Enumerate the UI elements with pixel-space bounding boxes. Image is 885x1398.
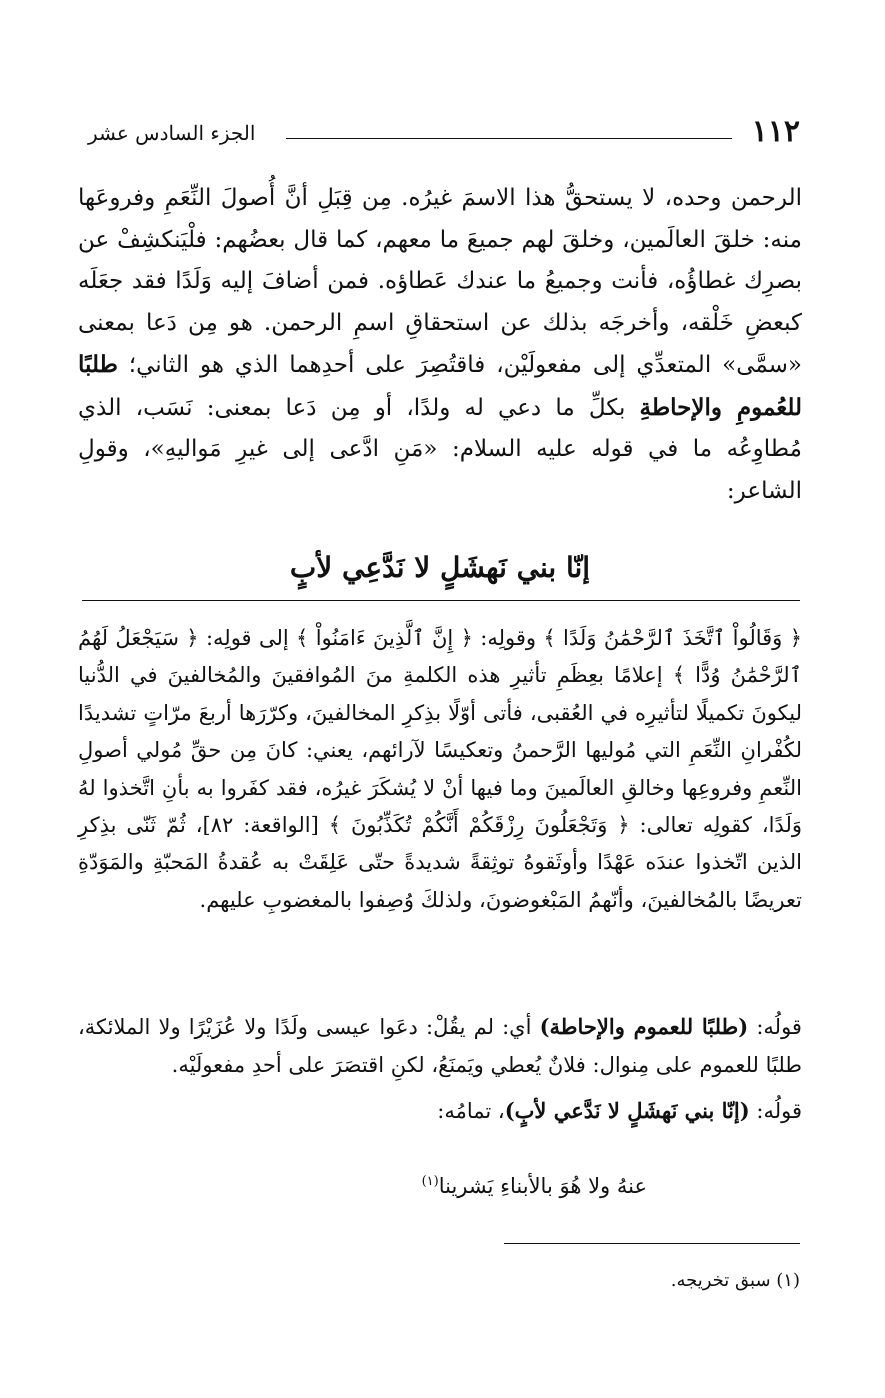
main-text-part-1: الرحمن وحده، لا يستحقُّ هذا الاسمَ غيرُه. مِن قِبَلِ أنَّ أُصولَ النِّعَمِ وفروعَها منه: خلقَ العالَمين، وخلقَ لهم جميعَ ما معهم، كما قال بعضُهم: فلْيَنكشِفْ عن بصرِك غطاؤُه، فأنت وجميعُ ما عندك عَطاؤه. فمن أضافَ إليه وَلَدًا فقد جعَلَه كبعضِ خَلْقه، وأخرجَه بذلك عن استحقاقِ اسمِ الرحمن. هو مِن دَعا بمعنى «سمَّى» المتعدِّي إلى مفعولَيْن، فاقتُصِرَ على أحدِهما الذي هو الثاني؛ <box>78 185 803 378</box>
gloss-intro: قولُه: <box>756 1015 802 1039</box>
footnote: (١) سبق تخريجه. <box>670 1270 800 1291</box>
gloss-notes <box>78 1008 802 1130</box>
gloss-lemma: (إنّا بني نَهشَلٍ لا نَدَّعي لأبٍ) <box>504 1098 750 1123</box>
section-separator <box>82 600 800 601</box>
verse-completion <box>78 1168 802 1204</box>
hemistich-text: عنهُ ولا هُوَ بالأبناءِ يَشرينا <box>438 1174 647 1198</box>
main-text-part-2: بكلِّ ما دعي له ولدًا، أو مِن دَعا بمعنى: نَسَب، الذي مُطاوِعُه ما في قوله عليه السلام: «مَنِ ادَّعى إلى غيرِ مَواليهِ»، وقولِ الشاعر: <box>78 394 802 504</box>
gloss-body: ، تمامُه: <box>437 1099 505 1123</box>
commentary-paragraph: ﴿ وَقَالُواْ ٱتَّخَذَ ٱلرَّحْمَٰنُ وَلَدًا ﴾ وقولِه: ﴿ إِنَّ ٱلَّذِينَ ءَامَنُواْ ﴾ إلى قولِه: ﴿ سَيَجْعَلُ لَهُمُ ٱلرَّحْمَٰنُ وُدًّا ﴾ إعلامًا بعِظَمِ تأثيرِ هذه الكلمةِ منَ المُوافقينَ والمُخالفينَ في الدُّنيا ليكونَ تكميلًا لتأثيرِه في العُقبى، فأتى أوّلًا بذِكرِ المخالفينَ، وكرّرَها أربعَ مرّاتٍ تشديدًا لكُفْرانِ النِّعَمِ التي مُوليها الرَّحمنُ وتعكيسًا لآرائهم، يعني: كانَ مِن حقِّ مُولي أصولِ النِّعمِ وفروعِها وخالقِ العالَمينَ وما فيها أنْ لا يُشكَرَ غيرُه، فقد كفَروا به بأنِ اتَّخذوا لهُ وَلَدًا، كقولِه تعالى: ﴿ وَتَجْعَلُونَ رِزْقَكُمْ أَنَّكُمْ تُكَذِّبُونَ ﴾ [الواقعة: ٨٢]، ثُمّ ثَنّى بذِكرِ الذين اتّخذوا عندَه عَهْدًا وأوثَقوهُ توثِقةً شديدةً حتّى عَلِقَتْ به عُقدةُ المَحبّةِ والمَوَدّةِ تعريضًا بالمُخالفينَ، وأنّهمُ المَبْغوضونَ، ولذلكَ وُصِفوا بالمغضوبِ عليهم. <box>78 626 802 912</box>
poetry-verse: إنّا بني نَهشَلٍ لا نَدَّعِي لأبٍ <box>289 551 591 584</box>
footnote-rule <box>504 1243 800 1244</box>
gloss-lemma: (طلبًا للعموم والإحاطة) <box>539 1014 749 1039</box>
running-title: الجزء السادس عشر <box>88 121 256 145</box>
main-text <box>78 178 802 512</box>
gloss-body: أي: لم يقُلْ: دعَوا عيسى ولَدًا ولا عُزَيْرًا ولا الملائكة، طلبًا للعموم على مِنوال: فلانٌ يُعطي ويَمنَعُ، لكنِ اقتصَرَ على أحدِ مفعولَيْه. <box>78 1015 802 1077</box>
page-header <box>88 112 800 152</box>
header-rule <box>286 138 732 139</box>
main-text-bold-phrase: طلبًا للعُمومِ والإحاطةِ <box>78 351 802 421</box>
page-number: ١١٢ <box>751 114 800 149</box>
gloss-note-1 <box>78 1008 802 1084</box>
verse-hemistich <box>78 1168 647 1204</box>
gloss-note-2 <box>78 1092 802 1130</box>
gloss-intro: قولُه: <box>756 1099 802 1123</box>
footnote-marker: (١) <box>421 1174 439 1189</box>
main-paragraph <box>78 178 802 512</box>
commentary-text <box>78 620 802 919</box>
